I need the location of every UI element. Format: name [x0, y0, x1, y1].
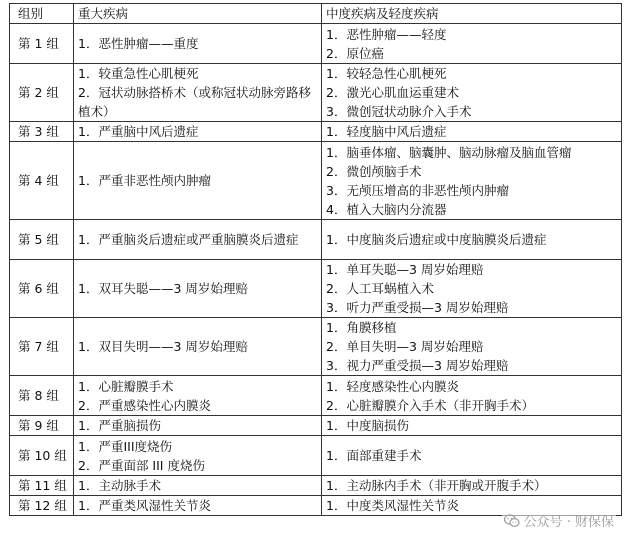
major-disease-item: 1．严重类风湿性关节炎	[78, 498, 211, 513]
minor-disease-cell	[322, 318, 622, 376]
watermark	[502, 511, 616, 530]
minor-disease-cell	[322, 436, 622, 476]
table-row	[10, 260, 622, 318]
table-header-row	[10, 4, 622, 24]
group-cell: 第 8 组	[10, 376, 74, 416]
minor-disease-cell	[322, 64, 622, 122]
group-cell: 第 3 组	[10, 122, 74, 142]
major-disease-cell	[74, 142, 322, 220]
major-disease-item: 1．严重脑中风后遗症	[78, 124, 199, 139]
minor-disease-item: 1．中度类风湿性关节炎	[326, 498, 459, 513]
table-row	[10, 436, 622, 476]
minor-disease-item: 1．轻度感染性心内膜炎	[326, 378, 459, 394]
major-disease-item: 2．严重面部 III 度烧伤	[78, 457, 205, 473]
major-disease-cell	[74, 318, 322, 376]
minor-disease-cell	[322, 416, 622, 436]
minor-disease-item: 3．无颅压增高的非恶性颅内肿瘤	[326, 182, 509, 198]
major-disease-item: 2．冠状动脉搭桥术（或称冠状动脉旁路移植术）	[78, 85, 311, 119]
minor-disease-item: 2．单目失明—3 周岁始理赔	[326, 339, 484, 354]
table-row	[10, 416, 622, 436]
major-disease-cell	[74, 220, 322, 260]
minor-disease-item: 2．微创颅脑手术	[326, 163, 422, 179]
major-disease-item: 1．严重非恶性颅内肿瘤	[78, 173, 211, 188]
minor-disease-item: 2．人工耳蜗植入术	[326, 281, 434, 296]
major-disease-item: 1．严重脑损伤	[78, 418, 161, 433]
minor-disease-item: 1．轻度脑中风后遗症	[326, 124, 447, 139]
table-row	[10, 122, 622, 142]
minor-disease-item: 1．较轻急性心肌梗死	[326, 66, 447, 81]
minor-disease-item: 1．角膜移植	[326, 320, 397, 335]
table-row	[10, 24, 622, 64]
wechat-icon	[504, 514, 520, 528]
header-group: 组别	[10, 4, 74, 24]
major-disease-cell	[74, 416, 322, 436]
minor-disease-item: 1．主动脉内手术（非开胸或开腹手术）	[326, 478, 547, 493]
minor-disease-item: 1．恶性肿瘤——轻度	[326, 26, 447, 42]
table-row	[10, 142, 622, 220]
minor-disease-item: 3．微创冠状动脉介入手术	[326, 104, 472, 119]
group-cell: 第 12 组	[10, 496, 74, 516]
group-cell: 第 7 组	[10, 318, 74, 376]
minor-disease-item: 2．原位癌	[326, 45, 384, 61]
major-disease-item: 2．严重感染性心内膜炎	[78, 397, 211, 413]
major-disease-item: 1．主动脉手术	[78, 478, 161, 493]
major-disease-item: 1．心脏瓣膜手术	[78, 378, 174, 394]
major-disease-cell	[74, 24, 322, 64]
major-disease-cell	[74, 260, 322, 318]
minor-disease-cell	[322, 220, 622, 260]
minor-disease-cell	[322, 376, 622, 416]
major-disease-cell	[74, 436, 322, 476]
minor-disease-item: 3．听力严重受损—3 周岁始理赔	[326, 300, 509, 315]
major-disease-item: 1．严重脑炎后遗症或严重脑膜炎后遗症	[78, 232, 299, 247]
minor-disease-cell	[322, 260, 622, 318]
table-row	[10, 64, 622, 122]
major-disease-item: 1．双目失明——3 周岁始理赔	[78, 339, 248, 354]
major-disease-cell	[74, 496, 322, 516]
minor-disease-cell	[322, 122, 622, 142]
group-cell: 第 5 组	[10, 220, 74, 260]
header-major: 重大疾病	[74, 4, 322, 24]
group-cell: 第 11 组	[10, 476, 74, 496]
disease-group-table	[9, 3, 622, 516]
major-disease-cell	[74, 122, 322, 142]
group-cell: 第 1 组	[10, 24, 74, 64]
major-disease-cell	[74, 64, 322, 122]
minor-disease-item: 2．激光心肌血运重建术	[326, 85, 459, 100]
table-row	[10, 220, 622, 260]
group-cell: 第 10 组	[10, 436, 74, 476]
table-row	[10, 476, 622, 496]
watermark-text: 公众号 · 财保保	[523, 515, 614, 530]
major-disease-cell	[74, 376, 322, 416]
major-disease-cell	[74, 476, 322, 496]
minor-disease-cell	[322, 476, 622, 496]
major-disease-item: 1．双耳失聪——3 周岁始理赔	[78, 281, 248, 296]
minor-disease-cell	[322, 24, 622, 64]
group-cell: 第 2 组	[10, 64, 74, 122]
minor-disease-item: 1．脑垂体瘤、脑囊肿、脑动脉瘤及脑血管瘤	[326, 144, 572, 160]
minor-disease-item: 1．单耳失聪—3 周岁始理赔	[326, 262, 484, 277]
group-cell: 第 9 组	[10, 416, 74, 436]
minor-disease-cell	[322, 142, 622, 220]
major-disease-item: 1．较重急性心肌梗死	[78, 66, 199, 81]
major-disease-item: 1．严重III度烧伤	[78, 438, 173, 454]
table-row	[10, 318, 622, 376]
minor-disease-item: 2．心脏瓣膜介入手术（非开胸手术）	[326, 397, 534, 413]
table-row	[10, 376, 622, 416]
minor-disease-item: 1．中度脑炎后遗症或中度脑膜炎后遗症	[326, 232, 547, 247]
minor-disease-item: 1．中度脑损伤	[326, 418, 409, 433]
group-cell: 第 4 组	[10, 142, 74, 220]
header-minor: 中度疾病及轻度疾病	[322, 4, 622, 24]
table-body	[10, 4, 622, 516]
minor-disease-item: 1．面部重建手术	[326, 448, 422, 463]
group-cell: 第 6 组	[10, 260, 74, 318]
major-disease-item: 1．恶性肿瘤——重度	[78, 36, 199, 51]
minor-disease-item: 4．植入大脑内分流器	[326, 201, 447, 217]
minor-disease-item: 3．视力严重受损—3 周岁始理赔	[326, 358, 509, 373]
